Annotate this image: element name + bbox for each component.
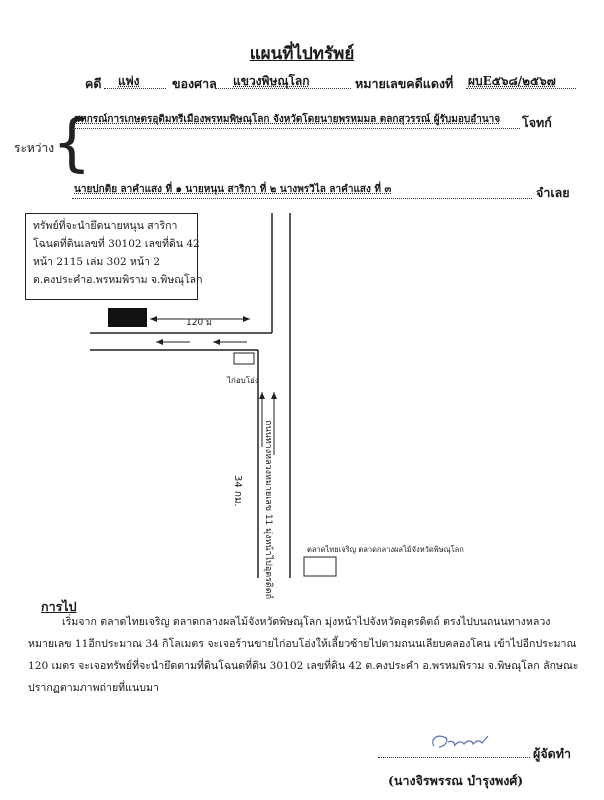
property-line: ทรัพย์ที่จะนำยึดนายหนุน สาริกา xyxy=(33,220,178,232)
case-label: คดี xyxy=(85,76,102,91)
distance-long-label: 34 กม. xyxy=(232,475,243,507)
shop-marker xyxy=(234,353,254,364)
directions-line: 120 เมตร จะเจอทรัพย์ที่จะนำยึดตามที่ดินโฉนดที่ดิน 30102 เลขที่ดิน 42 ต.คงประคำ อ.พรหมพิราม จ.พิษณุโลก ลักษณะ xyxy=(28,660,579,672)
signature-role: ผู้จัดทำ xyxy=(533,746,572,761)
market-label: ตลาดไทยเจริญ ตลาดกลางผลไม้จังหวัดพิษณุโลก xyxy=(307,545,464,554)
dimension-arrow-right xyxy=(243,316,250,322)
road-label: ถนนทางหลวงหมายเลข 11 มุ่งหน้าไปอุตรดิตถ์ xyxy=(263,420,273,600)
plaintiff-role: โจทก์ xyxy=(522,115,552,130)
directions-line: ปรากฏตามภาพถ่ายที่แนบมา xyxy=(28,682,159,694)
distance-short-label: 120 ม xyxy=(186,318,212,328)
case-number-value: ผบE๕๖๘/๒๕๖๗ xyxy=(468,74,556,88)
dimension-arrow-left xyxy=(150,316,157,322)
defendant-value: นายปกติย ลาคำแสง ที่ ๑ นายหนุน สาริกา ที่ ๒ นางพรวิไล ลาคำแสง ที่ ๓ xyxy=(74,184,392,195)
between-label: ระหว่าง xyxy=(14,141,55,155)
signature-scribble xyxy=(420,728,500,758)
directions-paragraph xyxy=(28,611,588,699)
plaintiff-value: สหกรณ์การเกษตรอุดิมทรีเมืองพรหมพิษณุโลก จังหวัดโดยนายพรหมมล ตลกสุวรรณ์ ผู้รับมอบอำนาจ xyxy=(74,114,501,125)
directions-line: เริ่มจาก ตลาดไทยเจริญ ตลาดกลางผลไม้จังหวัดพิษณุโลก มุ่งหน้าไปจังหวัดอุตรดิตถ์ ตรงไปบนถนนทางหลวง xyxy=(62,616,551,628)
property-marker xyxy=(108,308,147,327)
case-type-value: แพ่ง xyxy=(118,74,140,88)
market-marker xyxy=(304,557,336,576)
court-label: ของศาล xyxy=(172,76,217,91)
case-number-label: หมายเลขคดีแดงที่ xyxy=(355,76,454,91)
property-line: ต.คงประคำอ.พรหมพิราม จ.พิษณุโลก xyxy=(33,274,203,286)
property-line: โฉนดที่ดินเลขที่ 30102 เลขที่ดิน 42 xyxy=(33,238,200,250)
court-value: แขวงพิษณุโลก xyxy=(233,74,310,88)
shop-label: ไก่อบโอ่ง xyxy=(227,376,259,385)
property-line: หน้า 2115 เล่ม 302 หน้า 2 xyxy=(33,256,161,268)
signature-dots xyxy=(378,757,530,758)
directions-line: หมายเลข 11อีกประมาณ 34 กิโลเมตร จะเจอร้านขายไก่อบโอ่งให้เลี้ยวซ้ายไปตามถนนเลียบคลองโคน เข้าไปอีกประมาณ xyxy=(28,638,577,650)
directions-heading: การไป xyxy=(41,599,77,614)
signature-name: (นางจิรพรรณ บำรุงพงศ์) xyxy=(388,773,524,788)
brace-icon: { xyxy=(52,106,92,179)
document-title: แผนที่ไปทรัพย์ xyxy=(249,44,355,64)
defendant-role: จำเลย xyxy=(536,185,570,200)
